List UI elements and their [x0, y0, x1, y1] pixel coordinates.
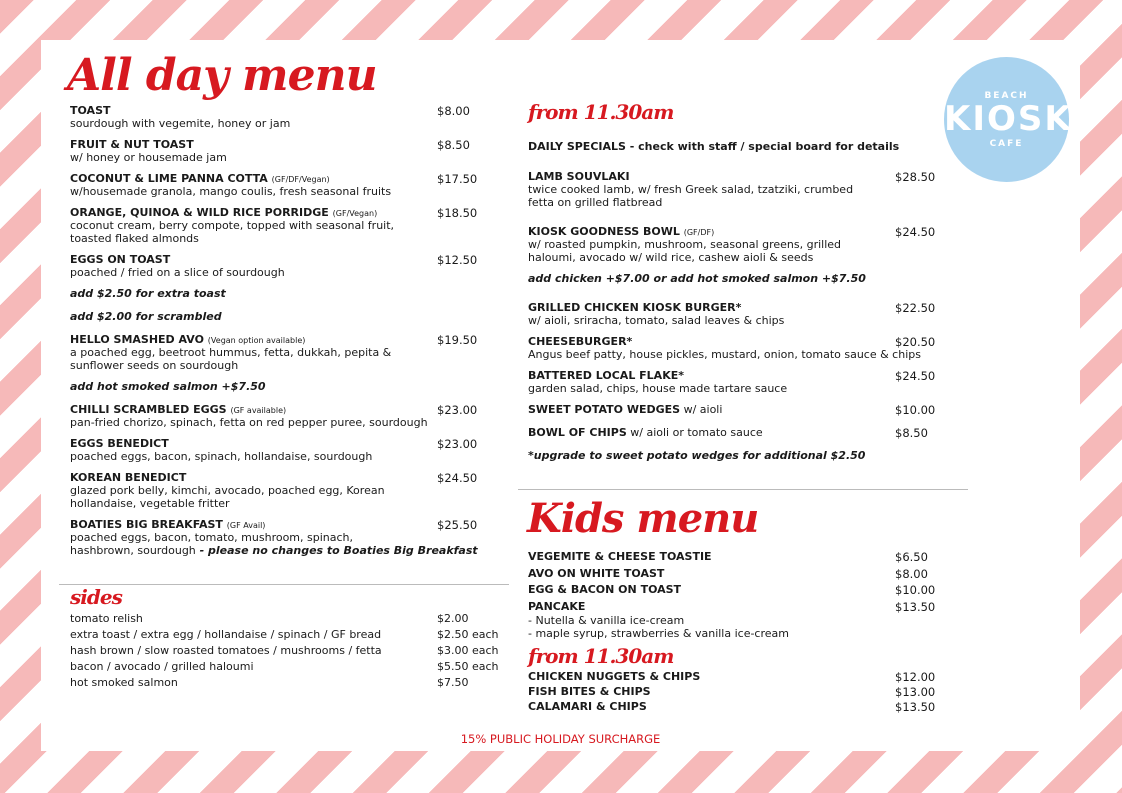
item-price: $25.50 — [437, 518, 478, 532]
divider — [59, 584, 509, 585]
side-name: hash brown / slow roasted tomatoes / mushrooms / fetta — [70, 644, 382, 657]
menu-item — [70, 403, 510, 429]
menu-item — [528, 225, 948, 264]
kids-item-price: $13.00 — [895, 684, 936, 699]
all-day-list — [70, 104, 510, 565]
kids-item-name: AVO ON WHITE TOAST — [528, 566, 665, 580]
kids-item-name: CALAMARI & CHIPS — [528, 699, 647, 713]
item-name: ORANGE, QUINOA & WILD RICE PORRIDGE — [70, 206, 329, 219]
kids-item-price: $10.00 — [895, 583, 936, 597]
kids-item-name: VEGEMITE & CHEESE TOASTIE — [528, 550, 712, 563]
item-price: $22.50 — [895, 301, 936, 315]
menu-item — [528, 335, 948, 361]
menu-item — [70, 138, 510, 164]
sides-title: sides — [70, 585, 122, 609]
item-desc: poached eggs, bacon, tomato, mushroom, spinach, — [70, 531, 354, 544]
kids-item-name: CHICKEN NUGGETS & CHIPS — [528, 669, 701, 683]
menu-item — [528, 403, 948, 416]
side-row — [70, 676, 510, 692]
menu-item — [70, 437, 510, 463]
no-changes-note: - please no changes to Boaties Big Breakfast — [195, 544, 478, 557]
item-desc: pan-fried chorizo, spinach, fetta on red pepper puree, sourdough — [70, 416, 428, 429]
item-desc: w/ aioli, sriracha, tomato, salad leaves & chips — [528, 314, 785, 327]
item-desc: garden salad, chips, house made tartare sauce — [528, 382, 788, 395]
item-name: EGGS BENEDICT — [70, 437, 169, 450]
menu-sheet — [41, 40, 1080, 751]
side-row — [70, 612, 510, 628]
divider — [518, 489, 968, 490]
item-desc: w/housemade granola, mango coulis, fresh seasonal fruits — [70, 185, 392, 198]
item-price: $24.50 — [895, 225, 936, 239]
item-desc: a poached egg, beetroot hummus, fetta, dukkah, pepita & sunflower seeds on sourdough — [70, 346, 392, 372]
item-desc: hashbrown, sourdough — [70, 544, 196, 557]
item-desc: w/ roasted pumpkin, mushroom, seasonal greens, grilled haloumi, avocado w/ wild rice, cashew aioli & seeds — [528, 238, 842, 264]
item-name: CHILLI SCRAMBLED EGGS — [70, 403, 227, 416]
side-price: $7.50 — [437, 676, 469, 689]
item-note: (GF/DF) — [683, 228, 715, 237]
kids-item-price: $13.50 — [895, 599, 936, 614]
item-name: LAMB SOUVLAKI — [528, 170, 630, 183]
item-name: KIOSK GOODNESS BOWL — [528, 225, 680, 238]
side-name: hot smoked salmon — [70, 676, 178, 689]
holiday-surcharge: 15% PUBLIC HOLIDAY SURCHARGE — [460, 732, 661, 746]
item-name: GRILLED CHICKEN KIOSK BURGER* — [528, 301, 742, 314]
item-price: $17.50 — [437, 172, 478, 186]
item-name: EGGS ON TOAST — [70, 253, 171, 266]
item-name: TOAST — [70, 104, 111, 117]
item-name: CHEESEBURGER* — [528, 335, 633, 348]
addon-note: add chicken +$7.00 or add hot smoked salmon +$7.50 — [528, 272, 866, 285]
menu-item — [70, 172, 510, 198]
item-desc: glazed pork belly, kimchi, avocado, poached egg, Korean hollandaise, vegetable fritter — [70, 484, 385, 510]
item-price: $8.50 — [437, 138, 470, 152]
side-name: extra toast / extra egg / hollandaise / spinach / GF bread — [70, 628, 382, 641]
kids-from-1130-title: from 11.30am — [528, 643, 674, 668]
item-price: $18.50 — [437, 206, 478, 220]
logo-line-1: BEACH — [984, 91, 1029, 101]
side-row — [70, 660, 510, 676]
menu-item — [528, 369, 948, 395]
addon-note: add $2.00 for scrambled — [70, 310, 222, 323]
item-name: COCONUT & LIME PANNA COTTA — [70, 172, 268, 185]
menu-item — [70, 333, 510, 372]
item-price: $12.50 — [437, 253, 478, 267]
menu-item — [70, 104, 510, 130]
item-note: (GF/DF/Vegan) — [271, 175, 330, 184]
side-row — [70, 644, 510, 660]
menu-item — [70, 206, 510, 245]
item-name: HELLO SMASHED AVO — [70, 333, 204, 346]
menu-item — [70, 518, 510, 557]
beach-kiosk-logo — [944, 57, 1073, 182]
side-price: $2.00 — [437, 612, 469, 625]
item-desc: w/ honey or housemade jam — [70, 151, 227, 164]
item-name: FRUIT & NUT TOAST — [70, 138, 194, 151]
item-name: SWEET POTATO WEDGES — [528, 403, 681, 416]
menu-item — [528, 426, 948, 439]
side-row — [70, 628, 510, 644]
kids-item — [528, 583, 948, 600]
pancake-option: - Nutella & vanilla ice-cream — [528, 613, 685, 627]
kids-title: Kids menu — [527, 495, 759, 542]
addon-note: add hot smoked salmon +$7.50 — [70, 380, 266, 393]
item-price: $23.00 — [437, 437, 478, 451]
item-price: $24.50 — [895, 369, 936, 383]
item-suffix: w/ aioli or tomato sauce — [626, 426, 763, 439]
side-price: $2.50 each — [437, 628, 499, 641]
kids-item-price: $12.00 — [895, 669, 936, 684]
kids-item — [528, 600, 948, 614]
item-note: (GF/Vegan) — [332, 209, 378, 218]
menu-item — [70, 253, 510, 279]
item-price: $8.50 — [895, 426, 928, 440]
pancake-option: - maple syrup, strawberries & vanilla ice-cream — [528, 626, 789, 640]
side-price: $5.50 each — [437, 660, 499, 673]
item-price: $19.50 — [437, 333, 478, 347]
logo-line-3: CAFE — [989, 139, 1024, 149]
kids-item-name: FISH BITES & CHIPS — [528, 684, 651, 698]
item-price: $24.50 — [437, 471, 478, 485]
item-name: KOREAN BENEDICT — [70, 471, 187, 484]
item-name: BOATIES BIG BREAKFAST — [70, 518, 223, 531]
kids-item-name: PANCAKE — [528, 599, 586, 613]
item-desc: sourdough with vegemite, honey or jam — [70, 117, 291, 130]
kids-item-name: EGG & BACON ON TOAST — [528, 583, 682, 596]
kids-item — [528, 567, 948, 584]
item-desc: coconut cream, berry compote, topped with seasonal fruit, toasted flaked almonds — [70, 219, 395, 245]
item-price: $10.00 — [895, 403, 936, 417]
item-name: BATTERED LOCAL FLAKE* — [528, 369, 684, 382]
kids-item — [528, 550, 948, 567]
item-suffix: w/ aioli — [680, 403, 723, 416]
kids-item — [528, 685, 948, 700]
lunch-list — [528, 100, 948, 472]
kids-item-price: $6.50 — [895, 550, 928, 564]
item-price: $20.50 — [895, 335, 936, 349]
daily-specials: DAILY SPECIALS - check with staff / special board for details — [528, 140, 900, 153]
item-price: $28.50 — [895, 170, 936, 184]
kids-list — [528, 550, 948, 715]
item-desc: poached / fried on a slice of sourdough — [70, 266, 285, 279]
upgrade-note: *upgrade to sweet potato wedges for additional $2.50 — [528, 449, 866, 462]
side-name: tomato relish — [70, 612, 143, 625]
item-desc: Angus beef patty, house pickles, mustard, onion, tomato sauce & chips — [528, 348, 921, 361]
item-name: BOWL OF CHIPS — [528, 426, 627, 439]
kids-item — [528, 700, 948, 715]
item-price: $8.00 — [437, 104, 470, 118]
item-note: (Vegan option available) — [207, 336, 306, 345]
side-name: bacon / avocado / grilled haloumi — [70, 660, 254, 673]
item-price: $23.00 — [437, 403, 478, 417]
item-note: (GF available) — [230, 406, 287, 415]
all-day-title: All day menu — [67, 50, 377, 101]
item-desc: poached eggs, bacon, spinach, hollandaise, sourdough — [70, 450, 373, 463]
from-1130-title: from 11.30am — [528, 100, 674, 124]
item-note: (GF Avail) — [226, 521, 266, 530]
addon-note: add $2.50 for extra toast — [70, 287, 226, 300]
kids-item-price: $13.50 — [895, 699, 936, 714]
logo-line-2: KIOSK — [944, 99, 1073, 139]
menu-item — [528, 170, 948, 209]
kids-item-price: $8.00 — [895, 566, 928, 581]
item-desc: twice cooked lamb, w/ fresh Greek salad, tzatziki, crumbed fetta on grilled flatbread — [528, 183, 854, 209]
menu-item — [70, 471, 510, 510]
side-price: $3.00 each — [437, 644, 499, 657]
menu-item — [528, 301, 948, 327]
kids-item — [528, 670, 948, 685]
sides-list — [70, 612, 510, 692]
